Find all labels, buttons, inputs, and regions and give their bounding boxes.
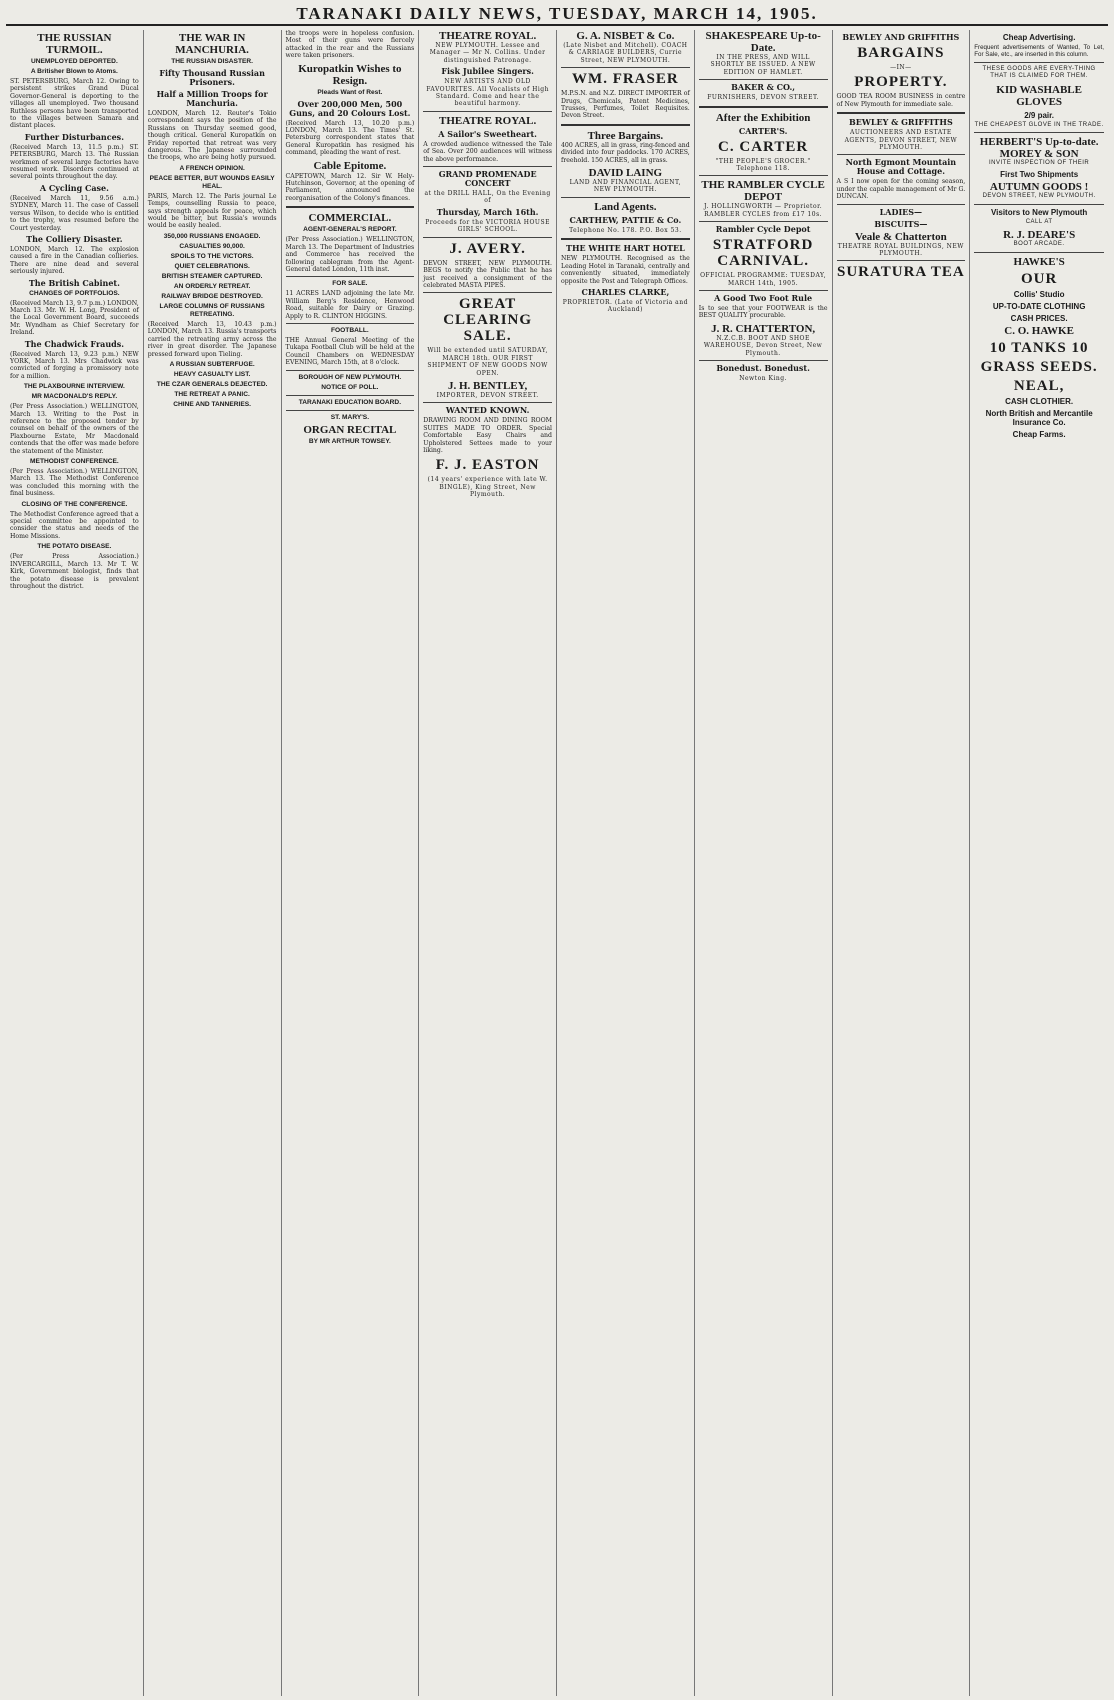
subhead: A Britisher Blown to Atoms. (30, 68, 118, 75)
subhead: BRITISH STEAMER CAPTURED. (161, 272, 263, 280)
article-body: (Received March 13, 9.7 p.m.) LONDON, March 13. Mr. W. H. Long, President of the Local Government Board, succeeds Mr. Wyndham as Chief Secretary for Ireland. (10, 299, 139, 337)
ad-title: CARTER'S. (738, 125, 788, 136)
ad-body: THESE GOODS ARE EVERY-THING THAT IS CLAIMED FOR THEM. (982, 65, 1096, 80)
ad-title: GRASS SEEDS. (980, 358, 1098, 375)
ad-body: LAND AND FINANCIAL AGENT, NEW PLYMOUTH. (569, 179, 682, 194)
divider (423, 111, 552, 112)
ad-body: Will be extended until SATURDAY, MARCH 18th. OUR FIRST SHIPMENT OF NEW GOODS NOW OPEN. (427, 347, 548, 377)
subhead: CASUALTIES 90,000. (179, 242, 245, 250)
ad-body: NEW PLYMOUTH. Lessee and Manager — Mr N. Collins. Under distinguished Patronage. (429, 42, 546, 64)
ad-body: "THE PEOPLE'S GROCER." Telephone 118. (715, 157, 811, 173)
subhead: BOROUGH OF NEW PLYMOUTH. (298, 373, 402, 381)
ad-body: GOOD TEA ROOM BUSINESS in centre of New Plymouth for immediate sale. (836, 93, 966, 108)
ad-title: Cheap Advertising. (1002, 33, 1076, 42)
ad-title: BAKER & CO., (731, 82, 796, 93)
ad-title: CASH PRICES. (1010, 313, 1068, 323)
ad-body: (Late Nisbet and Mitchell). COACH & CARRIAGE BUILDERS, Currie Street, NEW PLYMOUTH. (563, 42, 688, 64)
subhead: FOR SALE. (332, 280, 368, 288)
ad-body: Newton King. (739, 375, 787, 383)
subhead: PEACE BETTER, BUT WOUNDS EASILY HEAL. (149, 174, 275, 190)
ad-title: Veale & Chatterton (854, 230, 947, 243)
ad-title: THE WHITE HART HOTEL (566, 243, 685, 254)
ad-body: NEW ARTISTS AND OLD FAVOURITES. All Vocalists of High Standard. Come and hear the beautiful harmony. (426, 78, 549, 108)
subhead: UNEMPLOYED DEPORTED. (30, 58, 118, 65)
subhead: THE POTATO DISEASE. (37, 543, 112, 551)
ad-title: Cheap Farms. (1012, 429, 1066, 439)
ad-title: KID WASHABLE GLOVES (996, 83, 1082, 108)
ad-body: DEVON STREET, NEW PLYMOUTH. (982, 193, 1096, 200)
divider (286, 370, 415, 371)
ad-title: Fisk Jubilee Singers. (441, 66, 534, 77)
headline: COMMERCIAL. (308, 212, 392, 225)
ad-body: M.P.S.N. and N.Z. DIRECT IMPORTER of Drugs, Chemicals, Patent Medicines, Trusses, Perfumes, Toilet Requisites. Devon Street. (561, 90, 690, 120)
subhead: QUIET CELEBRATIONS. (174, 262, 250, 270)
ad-body: A crowded audience witnessed the Tale of Sea. Over 200 audiences will witness the above performance. (423, 140, 552, 163)
column-3 (282, 30, 420, 1696)
ad-title: North Egmont Mountain House and Cottage. (845, 157, 957, 177)
ad-body: Telephone No. 178. P.O. Box 53. (569, 226, 682, 234)
divider (699, 175, 828, 176)
subhead: A FRENCH OPINION. (179, 164, 245, 172)
ad-title: LADIES— (879, 206, 923, 217)
ad-title: Collis' Studio (1013, 289, 1065, 299)
divider (561, 124, 690, 126)
ad-title: Rambler Cycle Depot (715, 224, 811, 235)
ad-title: SHAKESPEARE Up-to-Date. (705, 30, 821, 54)
divider (699, 79, 828, 80)
ad-body: N.Z.C.B. BOOT AND SHOE WAREHOUSE, Devon Street, New Plymouth. (703, 334, 823, 357)
section-heading: Fifty Thousand Russian Prisoners. (159, 68, 265, 87)
subhead: AN ORDERLY RETREAT. (173, 282, 251, 290)
divider (561, 197, 690, 198)
section-heading: Half a Million Troops for Manchuria. (156, 89, 268, 108)
ad-body: THE Annual General Meeting of the Tukapa Football Club will be held at the Council Chambers on WEDNESDAY EVENING, March 15th, at 8 o'clock. (285, 336, 415, 367)
columns (6, 30, 1108, 1696)
ad-body: BOOT ARCADE. (1013, 241, 1065, 248)
subhead: NOTICE OF POLL. (321, 383, 379, 391)
section-heading: The Colliery Disaster. (26, 233, 123, 244)
ad-title: HERBERT'S Up-to-date. (979, 136, 1099, 149)
subhead: TARANAKI EDUCATION BOARD. (298, 398, 402, 406)
ad-title: BEWLEY AND GRIFFITHS (842, 32, 960, 42)
article-body: LONDON, March 12. The explosion caused a fire in the Canadian collieries. There are nine dead and several seriously injured. (10, 245, 139, 276)
divider (974, 132, 1104, 133)
ad-title: C. O. HAWKE (1004, 324, 1074, 337)
article-body: the troops were in hopeless confusion. Most of their guns were fiercely attacked in the rear and the Russians were taken prisoners. (285, 30, 415, 60)
divider (699, 221, 828, 222)
divider (974, 62, 1104, 63)
divider (561, 67, 690, 68)
ad-body: A S I now open for the coming season, under the capable management of Mr G. DUNCAN. (836, 178, 966, 201)
subhead: CHANGES OF PORTFOLIOS. (29, 289, 120, 297)
headline: ORGAN RECITAL (303, 423, 397, 436)
ad-title: NEAL, (1013, 377, 1065, 394)
divider (286, 276, 415, 277)
ad-title: J. R. CHATTERTON, (711, 322, 816, 335)
ad-body: J. HOLLINGWORTH — Proprietor. RAMBLER CYCLES from £17 10s. (704, 203, 823, 218)
ad-body: 11 ACRES LAND adjoining the late Mr. William Berg's Residence, Henwood Road, suitable for Dairy or Grazing. Apply to R. CLINTON HIGGINS. (285, 290, 415, 320)
ad-title: After the Exhibition (715, 111, 811, 124)
column-4 (419, 30, 557, 1696)
subhead: THE RETREAT A PANIC. (174, 390, 250, 398)
ad-body: Frequent advertisements of Wanted, To Let, For Sale, etc., are inserted in this column. (974, 44, 1104, 59)
ad-title: PROPERTY. (854, 74, 948, 91)
ad-title: THE RAMBLER CYCLE DEPOT (701, 179, 825, 204)
ad-title: A Good Two Foot Rule (714, 293, 813, 304)
subhead: THE CZAR GENERALS DEJECTED. (156, 380, 268, 388)
article-body: ST. PETERSBURG, March 12. Owing to persistent strikes Grand Ducal Governor-General is deporting to the villages all unemployed. Two thousand Ruthless persons have been transported to the villages between Samara and distant places. (10, 78, 139, 130)
ad-title: G. A. NISBET & Co. (576, 30, 675, 42)
divider (699, 360, 828, 361)
divider (423, 237, 552, 238)
ad-body: THE CHEAPEST GLOVE IN THE TRADE. (974, 121, 1104, 128)
article-body: (Received March 13, 10.43 p.m.) LONDON, March 13. Russia's transports carried the retreating army across the river in great disorder. The Japanese pressed forward upon Tieling. (147, 320, 277, 358)
section-heading: The Chadwick Frauds. (24, 338, 125, 349)
ad-title: SURATURA TEA (837, 264, 965, 281)
ad-title: BARGAINS (857, 45, 945, 61)
article-body: PARIS, March 12. The Paris journal Le Temps, counselling Russia to peace, says strength appeals for peace, which would be bitter, but Russia's wounds would be easily healed. (147, 192, 277, 230)
ad-body: DRAWING ROOM AND DINING ROOM SUITES MADE TO ORDER. Special Comfortable Easy Chairs and Upholstered Settees made to your liking. (423, 417, 552, 454)
ad-body: THEATRE ROYAL BUILDINGS, NEW PLYMOUTH. (837, 242, 964, 258)
ad-title: MOREY & SON (999, 148, 1079, 161)
ad-title: First Two Shipments (1000, 170, 1079, 180)
headline: THE RUSSIAN TURMOIL. (37, 32, 112, 56)
article-body: (Received March 13, 11.5 p.m.) ST. PETERSBURG, March 13. The Russian workmen of several large factories have resumed work. Disorders continued at several points throughout the day. (10, 143, 139, 181)
subhead: ST. MARY'S. (330, 413, 370, 421)
ad-body: IMPORTER, DEVON STREET. (436, 391, 539, 399)
ad-title: North British and Mercantile Insurance Co. (985, 408, 1093, 427)
article-body: (Received March 11, 9.56 a.m.) SYDNEY, March 11. The case of Cassell versus Wilson, to decide who is entitled to the trophy, was resumed before the Court yesterday. (10, 194, 139, 232)
article-body: The Methodist Conference agreed that a special committee be appointed to consider the status and needs of the Home Missions. (10, 510, 139, 540)
ad-body: OFFICIAL PROGRAMME: TUESDAY, MARCH 14th, 1905. (700, 272, 827, 287)
divider (286, 206, 415, 208)
ad-title: CHARLES CLARKE, (581, 286, 670, 297)
divider (286, 410, 415, 411)
subhead: CLOSING OF THE CONFERENCE. (21, 500, 128, 508)
masthead: TARANAKI DAILY NEWS, TUESDAY, MARCH 14, 1905. (6, 4, 1108, 26)
column-6 (695, 30, 833, 1696)
ad-title: Bonedust. Bonedust. (716, 363, 810, 374)
subhead: CHINE AND TANNERIES. (173, 400, 251, 408)
ad-title: BEWLEY & GRIFFITHS (849, 117, 953, 128)
ad-title: R. J. DEARE'S (1003, 229, 1076, 242)
subhead: MR MACDONALD'S REPLY. (31, 393, 118, 401)
subhead: A RUSSIAN SUBTERFUGE. (169, 360, 255, 368)
subhead: LARGE COLUMNS OF RUSSIANS RETREATING. (159, 302, 265, 318)
ad-title: THEATRE ROYAL. (439, 30, 537, 42)
ad-body: INVITE INSPECTION OF THEIR (989, 160, 1090, 167)
divider (423, 292, 552, 293)
ad-title: Three Bargains. (587, 129, 664, 142)
ad-title: Visitors to New Plymouth (990, 207, 1088, 217)
section-heading: Over 200,000 Men, 500 Guns, and 20 Colours Lost. (289, 98, 411, 118)
ad-body: Proceeds for the VICTORIA HOUSE GIRLS' SCHOOL. (425, 218, 550, 234)
ad-title: DAVID LAING (588, 167, 663, 180)
subhead: METHODIST CONFERENCE. (30, 458, 119, 466)
ad-title: GREAT CLEARING SALE. (443, 296, 533, 345)
ad-title: UP-TO-DATE CLOTHING (992, 301, 1086, 311)
ad-title: 10 TANKS 10 (989, 339, 1089, 356)
article-body: (Received March 13, 9.23 p.m.) NEW YORK, March 13. Mrs Chadwick was convicted of forging a promissory note for a million. (10, 350, 139, 380)
subhead: BY MR ARTHUR TOWSEY. (308, 437, 391, 445)
divider (837, 154, 966, 155)
ad-body: PROPRIETOR. (Late of Victoria and Auckland) (562, 298, 688, 314)
ad-body: 400 ACRES, all in grass, ring-fenced and divided into four paddocks. 170 ACRES, freehold. 150 ACRES, all in grass. (561, 141, 690, 164)
ad-title: THEATRE ROYAL. (439, 114, 537, 127)
article-body: (Per Press Association.) WELLINGTON, March 13. The Methodist Conference was concluded this morning with the final business. (10, 468, 139, 498)
divider (699, 106, 828, 108)
subhead: SPOILS TO THE VICTORS. (170, 252, 254, 260)
ad-title: C. CARTER (718, 138, 809, 155)
ad-title: STRATFORD CARNIVAL. (712, 237, 814, 270)
ad-title: BISCUITS— (874, 218, 928, 229)
column-5 (557, 30, 695, 1696)
column-2 (144, 30, 282, 1696)
ad-body: CALL AT (1025, 218, 1053, 225)
ad-body: Is to see that your FOOTWEAR is the BEST QUALITY procurable. (698, 305, 828, 320)
ad-body: (14 years' experience with late W. BINGLE), King Street, New Plymouth. (427, 476, 548, 499)
ad-title: WM. FRASER (572, 71, 679, 88)
subhead: RAILWAY BRIDGE DESTROYED. (161, 292, 263, 300)
ad-body: DEVON STREET, NEW PLYMOUTH. BEGS to notify the Public that he has just received a consignment of the celebrated MASTA PIPES. (423, 259, 552, 289)
ad-title: Land Agents. (594, 200, 657, 213)
article-body: (Per Press Association.) WELLINGTON, March 13. Writing to the Post in reference to the proposed tender by counsel on behalf of the owners of the Plaxbourne Estate, Mr Macdonald contends that the offer was made before the statement of the Minister. (10, 403, 139, 455)
ad-body: at the DRILL HALL, On the Evening of (424, 190, 551, 205)
headline: Kuropatkin Wishes to Resign. (298, 62, 402, 87)
divider (837, 260, 966, 261)
ad-title: F. J. EASTON (435, 457, 540, 474)
column-1 (6, 30, 144, 1696)
section-heading: A Cycling Case. (39, 182, 109, 193)
ad-body: AUCTIONEERS AND ESTATE AGENTS, DEVON STREET, NEW PLYMOUTH. (844, 129, 958, 152)
divider (699, 290, 828, 291)
ad-body: IN THE PRESS, AND WILL SHORTLY BE ISSUED. A NEW EDITION OF HAMLET. (710, 54, 816, 76)
ad-body: FURNISHERS, DEVON STREET. (707, 94, 819, 102)
ad-title: AUTUMN GOODS ! (989, 181, 1089, 194)
headline: THE WAR IN MANCHURIA. (175, 32, 249, 56)
divider (423, 402, 552, 403)
ad-title: A Sailor's Sweetheart. (438, 128, 537, 139)
article-body: CAPETOWN, March 12. Sir W. Hely-Hutchinson, Governor, at the opening of Parliament, announced the reorganisation of the Colony's finances. (285, 172, 415, 202)
section-heading: The British Cabinet. (28, 277, 120, 288)
divider (286, 395, 415, 396)
ad-title: —IN— (890, 64, 912, 71)
divider (974, 204, 1104, 205)
headline: Cable Epitome. (313, 159, 387, 172)
ad-title: CASH CLOTHIER. (1005, 396, 1074, 406)
divider (837, 112, 966, 114)
article-body: LONDON, March 12. Reuter's Tokio correspondent says the position of the Russians on Thursday seemed good, though critical. General Kuropatkin on Friday reported that retreat was very dangerous. The Japanese surrounded the troops, who are being hotly pursued. (147, 110, 277, 162)
divider (423, 166, 552, 167)
subhead: THE RUSSIAN DISASTER. (171, 58, 253, 65)
column-7 (833, 30, 971, 1696)
ad-body: NEW PLYMOUTH. Recognised as the Leading Hotel in Taranaki, centrally and conveniently situated, immediately opposite the Post and Telegraph Offices. (561, 255, 690, 285)
ad-title: CARTHEW, PATTIE & Co. (569, 214, 682, 225)
subhead: Pleads Want of Rest. (317, 88, 383, 96)
ad-title: J. AVERY. (449, 240, 526, 257)
ad-title: Thursday, March 16th. (436, 206, 539, 217)
column-8 (970, 30, 1108, 1696)
subhead: 350,000 RUSSIANS ENGAGED. (163, 232, 261, 240)
article-body: (Per Press Association.) WELLINGTON, March 13. The Department of Industries and Commerce has received the following cablegram from the Agent-General dated London, 11th inst. (285, 236, 415, 273)
ad-title: HAWKE'S (1013, 255, 1065, 268)
ad-title: WANTED KNOWN. (445, 405, 530, 416)
ad-title: GRAND PROMENADE CONCERT (438, 169, 537, 189)
subhead: AGENT-GENERAL'S REPORT. (303, 226, 397, 234)
divider (974, 252, 1104, 253)
article-body: (Received March 13, 10.20 p.m.) LONDON, March 13. The Times' St. Petersburg correspondent states that General Kuropatkin has resigned his command, pleading the want of rest. (285, 119, 415, 157)
ad-title: J. H. BENTLEY, (447, 379, 528, 392)
subhead: HEAVY CASUALTY LIST. (173, 370, 251, 378)
section-heading: Further Disturbances. (24, 131, 124, 142)
ad-title: 2/9 pair. (1024, 110, 1055, 120)
subhead: FOOTBALL. (331, 326, 369, 334)
divider (286, 323, 415, 324)
divider (561, 238, 690, 240)
ad-title: OUR (1020, 270, 1058, 287)
divider (837, 204, 966, 205)
subhead: THE PLAXBOURNE INTERVIEW. (23, 383, 125, 391)
article-body: (Per Press Association.) INVERCARGILL, March 13. Mr T. W. Kirk, Government biologist, finds that the potato disease is prevalent throughout the district. (10, 553, 139, 590)
